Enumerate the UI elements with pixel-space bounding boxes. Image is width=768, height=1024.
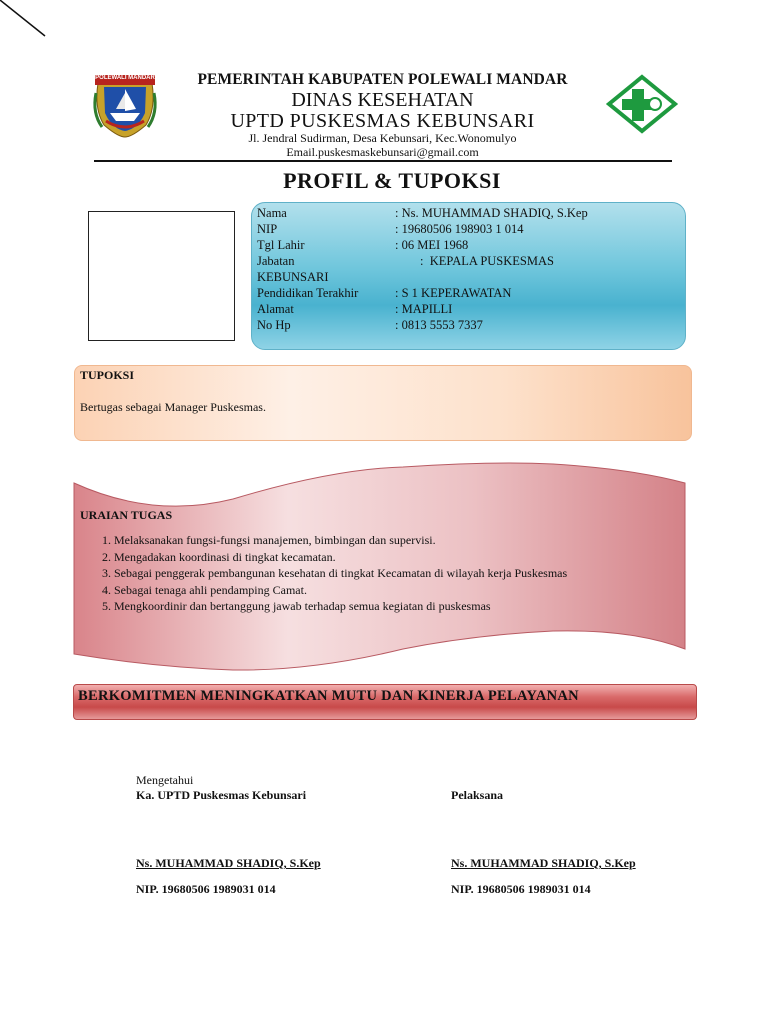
- profile-label: NIP: [257, 222, 278, 236]
- header-government: PEMERINTAH KABUPATEN POLEWALI MANDAR: [197, 71, 568, 88]
- header-rule: [94, 160, 672, 162]
- uraian-list: [96, 532, 616, 615]
- profile-value: : MAPILLI: [395, 302, 453, 316]
- sig-right-nip: NIP. 19680506 1989031 014: [451, 882, 591, 896]
- profile-label: Jabatan: [257, 254, 295, 268]
- sig-right-role: Pelaksana: [451, 788, 504, 802]
- profile-value: : KEPALA PUSKESMAS: [395, 254, 554, 268]
- commitment-text: BERKOMITMEN MENINGKATKAN MUTU DAN KINERJA PELAYANAN: [78, 688, 579, 704]
- profile-label: No Hp: [257, 318, 291, 332]
- logo-caption: POLEWALI MANDAR: [95, 75, 155, 81]
- sig-left-role: Ka. UPTD Puskesmas Kebunsari: [136, 788, 307, 802]
- list-item: 2. Mengadakan koordinasi di tingkat kecamatan.: [114, 549, 616, 566]
- list-item: 5. Mengkoordinir dan bertanggung jawab terhadap semua kegiatan di puskesmas: [114, 598, 616, 615]
- header-address: Jl. Jendral Sudirman, Desa Kebunsari, Kec.Wonomulyo: [248, 131, 517, 145]
- profile-value: : S 1 KEPERAWATAN: [395, 286, 512, 300]
- profile-value: : 06 MEI 1968: [395, 238, 469, 252]
- sig-right-name: Ns. MUHAMMAD SHADIQ, S.Kep: [451, 856, 636, 870]
- list-item: 3. Sebagai penggerak pembangunan kesehatan di tingkat Kecamatan di wilayah kerja Puskesmas: [114, 565, 616, 582]
- sig-left-nip: NIP. 19680506 1989031 014: [136, 882, 276, 896]
- header-unit: UPTD PUSKESMAS KEBUNSARI: [230, 110, 535, 132]
- profile-value: : Ns. MUHAMMAD SHADIQ, S.Kep: [395, 206, 588, 220]
- list-item: 1. Melaksanakan fungsi-fungsi manajemen, bimbingan dan supervisi.: [114, 532, 616, 549]
- profile-label: Nama: [257, 206, 287, 220]
- profile-label: Alamat: [257, 302, 294, 316]
- header-email: Email.puskesmaskebunsari@gmail.com: [286, 145, 479, 159]
- sig-left-name: Ns. MUHAMMAD SHADIQ, S.Kep: [136, 856, 321, 870]
- puskesmas-logo: [606, 74, 678, 134]
- uraian-heading: URAIAN TUGAS: [80, 508, 173, 522]
- corner-line: [0, 0, 60, 45]
- tupoksi-text: Bertugas sebagai Manager Puskesmas.: [80, 400, 266, 414]
- sig-mengetahui: Mengetahui: [136, 773, 194, 787]
- header-department: DINAS KESEHATAN: [291, 89, 474, 111]
- profile-value: : 0813 5553 7337: [395, 318, 483, 332]
- tupoksi-heading: TUPOKSI: [80, 368, 135, 382]
- profile-label: Tgl Lahir: [257, 238, 305, 252]
- profile-label: Pendidikan Terakhir: [257, 286, 359, 300]
- profile-value: : 19680506 198903 1 014: [395, 222, 524, 236]
- photo-frame: [88, 211, 235, 341]
- list-item: 4. Sebagai tenaga ahli pendamping Camat.: [114, 582, 616, 599]
- profile-label: KEBUNSARI: [257, 270, 329, 284]
- page-title: PROFIL & TUPOKSI: [283, 168, 501, 193]
